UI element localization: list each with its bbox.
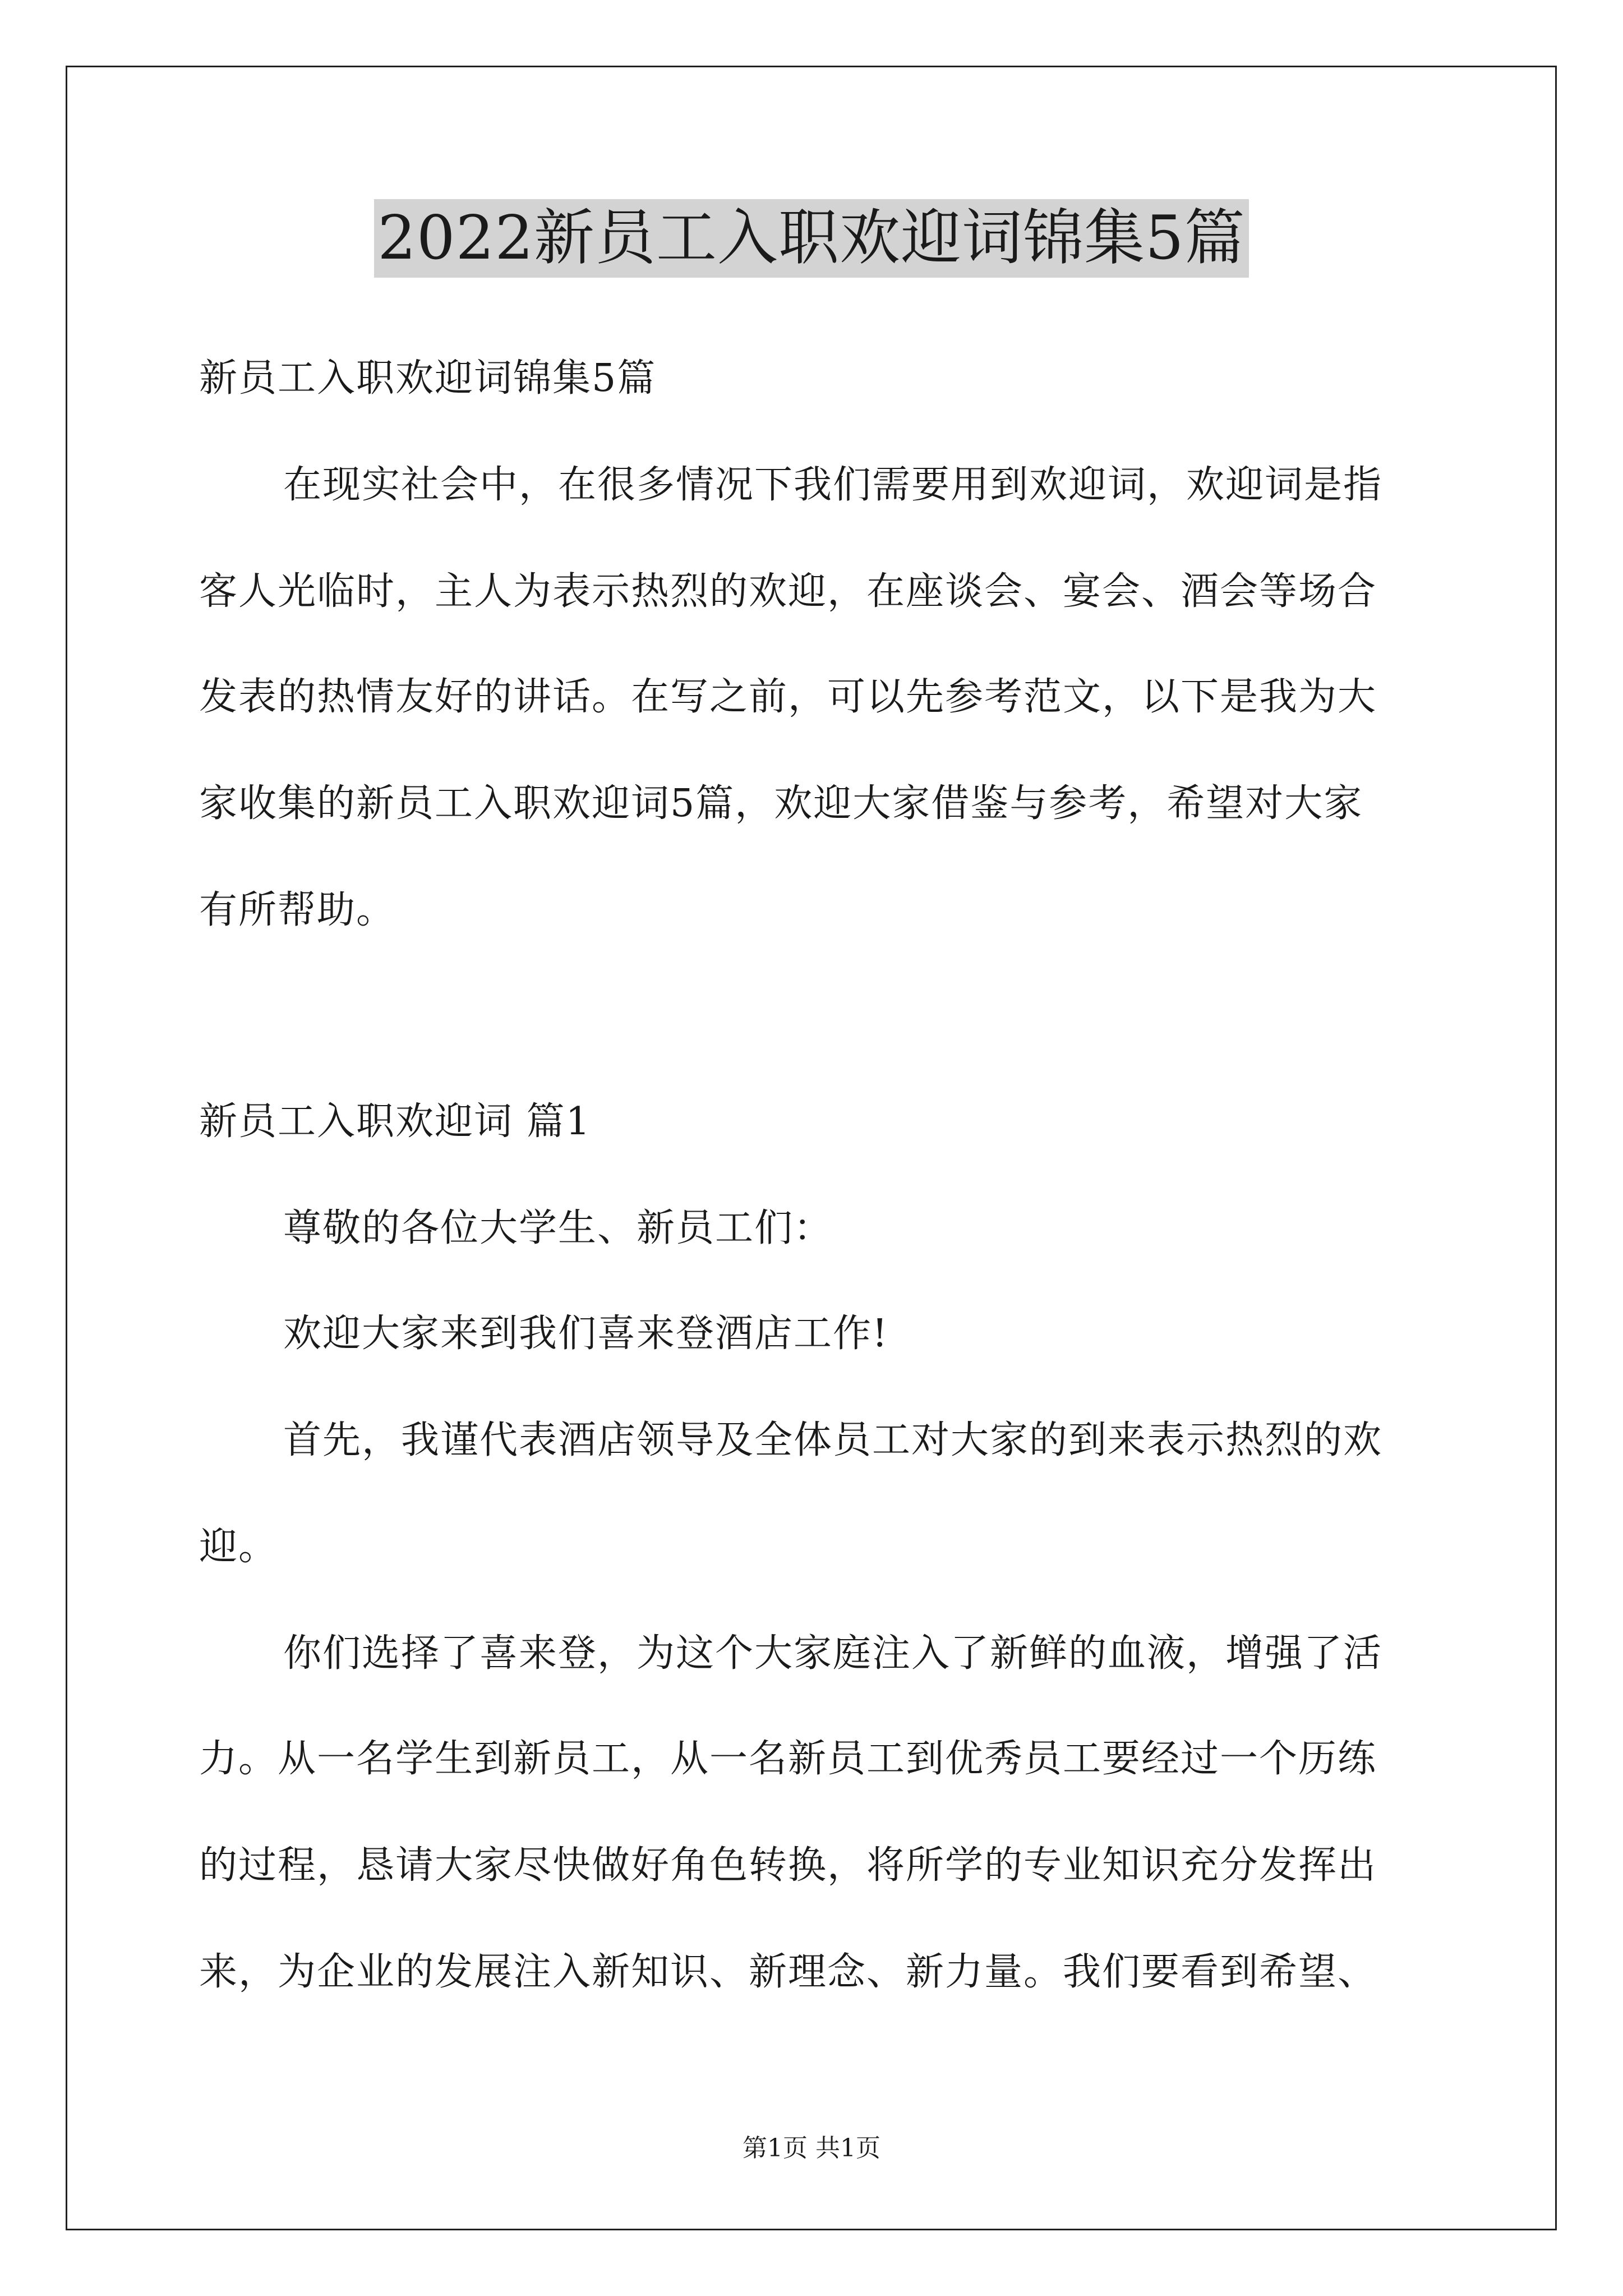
paragraph-line: 在现实社会中，在很多情况下我们需要用到欢迎词，欢迎词是指 bbox=[283, 463, 1383, 507]
paragraph-line: 力。从一名学生到新员工，从一名新员工到优秀员工要经过一个历练 bbox=[199, 1737, 1377, 1781]
paragraph-line: 来，为企业的发展注入新知识、新理念、新力量。我们要看到希望、 bbox=[199, 1950, 1377, 1994]
paragraph-line: 尊敬的各位大学生、新员工们： bbox=[283, 1206, 833, 1250]
paragraph-line: 你们选择了喜来登，为这个大家庭注入了新鲜的血液，增强了活 bbox=[283, 1631, 1383, 1676]
document-title: 2022新员工入职欢迎词锦集5篇 bbox=[374, 199, 1249, 278]
paragraph-line: 有所帮助。 bbox=[199, 888, 396, 932]
paragraph-line: 发表的热情友好的讲话。在写之前，可以先参考范文，以下是我为大 bbox=[199, 675, 1377, 719]
subtitle-line: 新员工入职欢迎词锦集5篇 bbox=[199, 356, 657, 401]
page-footer: 第1页 共1页 bbox=[743, 2134, 880, 2162]
paragraph-line: 迎。 bbox=[199, 1525, 278, 1569]
paragraph-line: 的过程，恳请大家尽快做好角色转换，将所学的专业知识充分发挥出 bbox=[199, 1843, 1377, 1888]
paragraph-line: 客人光临时，主人为表示热烈的欢迎，在座谈会、宴会、酒会等场合 bbox=[199, 569, 1377, 614]
paragraph-line: 首先，我谨代表酒店领导及全体员工对大家的到来表示热烈的欢 bbox=[283, 1418, 1383, 1462]
paragraph-line: 欢迎大家来到我们喜来登酒店工作! bbox=[283, 1312, 889, 1356]
section-heading: 新员工入职欢迎词 篇1 bbox=[199, 1099, 591, 1144]
title-container bbox=[0, 199, 1623, 278]
paragraph-line: 家收集的新员工入职欢迎词5篇，欢迎大家借鉴与参考，希望对大家 bbox=[199, 781, 1363, 826]
